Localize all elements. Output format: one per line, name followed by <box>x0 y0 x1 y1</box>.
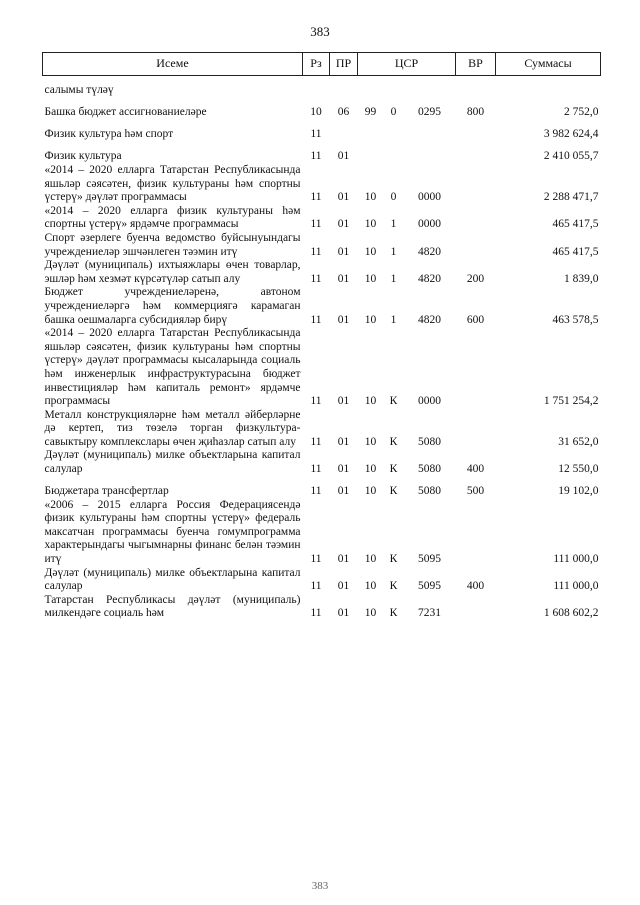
cell-vr <box>456 142 496 164</box>
cell-rz: 11 <box>310 435 322 448</box>
cell-rz: 11 <box>310 463 322 476</box>
cell-csr2 <box>384 76 404 99</box>
cell-pr: 01 <box>337 272 350 285</box>
cell-csr2: К <box>389 485 398 498</box>
cell-pr: 01 <box>337 245 350 258</box>
cell-pr: 01 <box>337 313 350 326</box>
cell-pr: 01 <box>337 580 350 593</box>
cell-vr <box>456 120 496 142</box>
cell-csr2: К <box>389 580 398 593</box>
table-row <box>43 449 601 476</box>
header-pr: ПР <box>330 53 358 76</box>
cell-csr2: 1 <box>390 245 397 258</box>
cell-csr1: 10 <box>364 580 377 593</box>
cell-rz: 10 <box>310 106 322 119</box>
table-row <box>43 409 601 450</box>
cell-vr <box>456 164 496 205</box>
cell-csr1: 10 <box>364 607 377 620</box>
cell-vr: 200 <box>466 272 485 285</box>
cell-csr3: 0000 <box>418 191 441 204</box>
cell-csr3: 0000 <box>418 218 441 231</box>
cell-csr1: 10 <box>364 463 377 476</box>
cell-csr1 <box>358 142 384 164</box>
header-name: Исеме <box>43 53 303 76</box>
cell-rz: 11 <box>310 580 322 593</box>
table-row <box>43 142 601 164</box>
cell-csr3 <box>404 76 456 99</box>
cell-csr2: К <box>389 435 398 448</box>
cell-sum: 1 839,0 <box>564 272 599 285</box>
cell-pr: 01 <box>337 218 350 231</box>
table-row <box>43 594 601 621</box>
cell-vr: 500 <box>466 485 485 498</box>
cell-csr3: 7231 <box>418 607 441 620</box>
cell-pr: 01 <box>337 150 350 163</box>
cell-csr2: 0 <box>390 191 397 204</box>
cell-csr3: 0000 <box>418 395 441 408</box>
cell-pr: 01 <box>337 395 350 408</box>
cell-pr: 01 <box>337 485 350 498</box>
cell-vr <box>456 76 496 99</box>
cell-sum: 463 578,5 <box>552 313 599 326</box>
cell-csr1: 10 <box>364 395 377 408</box>
cell-sum <box>496 76 601 99</box>
cell-sum: 2 288 471,7 <box>543 191 599 204</box>
cell-pr <box>330 120 358 142</box>
table-row <box>43 259 601 286</box>
cell-csr3: 4820 <box>418 313 441 326</box>
cell-rz: 11 <box>310 607 322 620</box>
cell-name: Дәүләт (муниципаль) ихтыяжлары өчен товарлар, эшләр һәм хезмәт күрсәтүләр сатып алу <box>44 259 301 285</box>
cell-name: «2006 – 2015 елларга Россия Федерациясендә физик культураны һәм спортны үстерү» федераль максатчан программасы буенча гомумпрограмма характерындагы чыгымнарны финанс белән тәэмин итү <box>44 498 301 566</box>
cell-csr2 <box>384 120 404 142</box>
table-row <box>43 232 601 259</box>
cell-csr2 <box>384 142 404 164</box>
table-row <box>43 76 601 99</box>
cell-rz: 11 <box>310 150 322 163</box>
page-number: 383 <box>310 24 330 39</box>
cell-rz: 11 <box>310 395 322 408</box>
cell-sum: 465 417,5 <box>552 245 599 258</box>
cell-sum: 19 102,0 <box>558 485 599 498</box>
cell-name: Физик культура <box>44 150 122 163</box>
cell-csr2: 0 <box>390 106 397 119</box>
cell-csr2: К <box>389 553 398 566</box>
cell-name: Бюджетара трансфертлар <box>44 485 169 498</box>
cell-csr2: К <box>389 463 398 476</box>
header-csr: ЦСР <box>358 53 456 76</box>
cell-name: Бюджет учреждениеләренә, автоном учреждениеләргә һәм коммерциягә карамаган башка оешмаларга субсидияләр бирү <box>44 286 301 326</box>
cell-csr3: 5095 <box>418 553 441 566</box>
cell-sum: 1 608 602,2 <box>543 607 599 620</box>
table-row <box>43 499 601 567</box>
table-row <box>43 567 601 594</box>
cell-rz: 11 <box>310 245 322 258</box>
cell-rz <box>303 76 330 99</box>
cell-name: Металл конструкцияләрне һәм металл әйберләрне дә кертеп, тиз төзелә торган физкультура-савыктыру комплекслары өчен җиһазлар сатып алу <box>44 408 301 448</box>
table-row <box>43 120 601 142</box>
table-header-row <box>43 53 601 76</box>
cell-vr <box>456 409 496 450</box>
cell-name: салымы түләү <box>44 84 114 97</box>
table-row <box>43 205 601 232</box>
cell-csr3: 0295 <box>418 106 441 119</box>
cell-name: Дәүләт (муниципаль) милке объектларына капитал салулар <box>44 449 301 476</box>
cell-csr1: 10 <box>364 272 377 285</box>
table-row <box>43 98 601 120</box>
cell-vr <box>456 594 496 621</box>
cell-name: Физик культура һәм спорт <box>44 128 174 141</box>
cell-csr1: 10 <box>364 191 377 204</box>
cell-vr <box>456 205 496 232</box>
cell-rz: 11 <box>310 313 322 326</box>
cell-csr3: 5080 <box>418 435 441 448</box>
cell-csr2: К <box>389 395 398 408</box>
cell-sum: 12 550,0 <box>558 463 599 476</box>
footer-page-number: 383 <box>311 880 329 892</box>
cell-pr <box>330 76 358 99</box>
header-vr: ВР <box>456 53 496 76</box>
cell-sum: 111 000,0 <box>553 580 599 593</box>
cell-csr2: 1 <box>390 272 397 285</box>
table-row <box>43 327 601 409</box>
cell-rz: 11 <box>310 485 322 498</box>
cell-csr2: 1 <box>390 218 397 231</box>
cell-csr3: 5080 <box>418 485 441 498</box>
cell-sum: 31 652,0 <box>558 435 599 448</box>
cell-csr1: 10 <box>364 435 377 448</box>
cell-sum: 111 000,0 <box>553 553 599 566</box>
cell-name: «2014 – 2020 елларга физик культураны һәм спортны үстерү» ярдәмче программасы <box>44 204 301 231</box>
cell-pr: 01 <box>337 463 350 476</box>
cell-pr: 01 <box>337 435 350 448</box>
cell-csr3 <box>404 120 456 142</box>
cell-rz: 11 <box>310 191 322 204</box>
cell-csr3: 4820 <box>418 272 441 285</box>
cell-csr1: 10 <box>364 245 377 258</box>
cell-pr: 01 <box>337 191 350 204</box>
cell-sum: 465 417,5 <box>552 218 599 231</box>
cell-rz: 11 <box>310 272 322 285</box>
header-sum: Суммасы <box>496 53 601 76</box>
cell-pr: 01 <box>337 553 350 566</box>
cell-csr3: 5095 <box>418 580 441 593</box>
cell-csr1 <box>358 120 384 142</box>
budget-table <box>42 52 601 621</box>
cell-csr2: 1 <box>390 313 397 326</box>
cell-name: «2014 – 2020 елларга Татарстан Республикасында яшьләр сәясәтен, физик культураны һәм спортны үстерү» дәүләт программасы кысаларында социаль һәм инженерлык инфраструктурасына бюджет инвестицияләр һәм капиталь ремонт» ярдәмче программасы <box>44 327 301 408</box>
header-rz: Рз <box>303 53 330 76</box>
table-row <box>43 286 601 327</box>
cell-vr: 800 <box>466 106 485 119</box>
cell-csr2: К <box>389 607 398 620</box>
cell-name: Башка бюджет ассигнованиеләре <box>44 106 207 119</box>
cell-rz: 11 <box>310 553 322 566</box>
cell-csr1: 99 <box>364 106 377 119</box>
cell-vr <box>456 327 496 409</box>
cell-name: Спорт әзерлеге буенча ведомство буйсынуындагы учреждениеләр эшчәнлеген тәэмин итү <box>44 231 301 258</box>
cell-name: Татарстан Республикасы дәүләт (муниципаль) милкендәге социаль һәм <box>44 593 301 620</box>
cell-csr1: 10 <box>364 218 377 231</box>
cell-rz: 11 <box>310 218 322 231</box>
cell-csr1: 10 <box>364 313 377 326</box>
table-row <box>43 477 601 499</box>
cell-vr <box>456 499 496 567</box>
cell-sum: 3 982 624,4 <box>543 128 599 141</box>
table-row <box>43 164 601 205</box>
cell-csr1: 10 <box>364 485 377 498</box>
cell-vr: 400 <box>466 463 485 476</box>
cell-pr: 01 <box>337 607 350 620</box>
cell-pr: 06 <box>337 106 350 119</box>
cell-vr: 400 <box>466 580 485 593</box>
cell-vr <box>456 232 496 259</box>
cell-csr3: 5080 <box>418 463 441 476</box>
cell-sum: 2 752,0 <box>564 106 599 119</box>
cell-name: Дәүләт (муниципаль) милке объектларына капитал салулар <box>44 566 301 593</box>
cell-csr3: 4820 <box>418 245 441 258</box>
cell-name: «2014 – 2020 елларга Татарстан Республикасында яшьләр сәясәтен, физик культураны һәм спортны үстерү» дәүләт программасы <box>44 164 301 204</box>
cell-csr3 <box>404 142 456 164</box>
cell-rz: 11 <box>310 128 322 141</box>
cell-csr1: 10 <box>364 553 377 566</box>
cell-sum: 1 751 254,2 <box>543 395 599 408</box>
cell-vr: 600 <box>466 313 485 326</box>
cell-sum: 2 410 055,7 <box>543 150 599 163</box>
cell-csr1 <box>358 76 384 99</box>
